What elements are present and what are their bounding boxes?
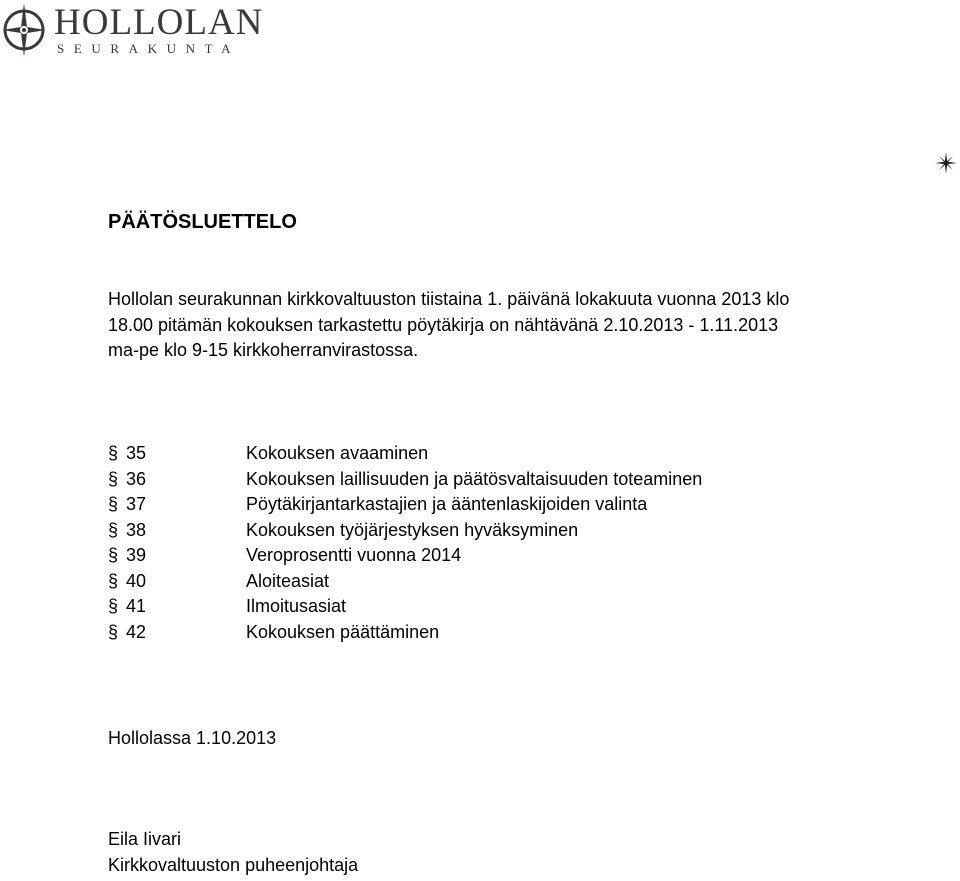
section-symbol: § bbox=[108, 545, 119, 565]
item-label: Ilmoitusasiat bbox=[246, 596, 347, 616]
intro-line: ma-pe klo 9-15 kirkkoherranvirastossa. bbox=[108, 340, 419, 360]
sparkle-star-icon bbox=[935, 152, 957, 174]
item-number: 38 bbox=[126, 519, 147, 540]
compass-cross-icon bbox=[1, 2, 47, 58]
item-label: Aloiteasiat bbox=[246, 570, 330, 591]
intro-line: Hollolan seurakunnan kirkkovaltuuston tiistaina 1. päivänä lokakuuta vuonna 2013 klo bbox=[108, 289, 790, 309]
section-symbol: § bbox=[108, 570, 119, 591]
item-label: Kokouksen päättäminen bbox=[246, 621, 440, 642]
item-number: 35 bbox=[126, 443, 147, 463]
item-number: 40 bbox=[126, 570, 147, 591]
logo-subtitle: SEURAKUNTA bbox=[57, 41, 241, 56]
item-number: 39 bbox=[126, 545, 147, 565]
item-number: 42 bbox=[126, 621, 147, 642]
page-title: PÄÄTÖSLUETTELO bbox=[108, 211, 297, 233]
section-symbol: § bbox=[108, 468, 119, 489]
item-label: Kokouksen avaaminen bbox=[246, 443, 429, 463]
signer-name: Eila Iivari bbox=[108, 829, 182, 849]
item-number: 36 bbox=[126, 468, 147, 489]
logo bbox=[0, 0, 280, 60]
section-symbol: § bbox=[108, 621, 119, 642]
section-symbol: § bbox=[108, 596, 119, 616]
item-number: 41 bbox=[126, 596, 147, 616]
intro-line: 18.00 pitämän kokouksen tarkastettu pöytäkirja on nähtävänä 2.10.2013 - 1.11.2013 bbox=[108, 314, 779, 335]
signer-role: Kirkkovaltuuston puheenjohtaja bbox=[108, 855, 359, 875]
item-label: Pöytäkirjantarkastajien ja ääntenlaskijoiden valinta bbox=[246, 494, 648, 514]
item-label: Kokouksen työjärjestyksen hyväksyminen bbox=[246, 519, 579, 540]
item-label: Kokouksen laillisuuden ja päätösvaltaisuuden toteaminen bbox=[246, 468, 703, 489]
section-symbol: § bbox=[108, 443, 119, 463]
item-label: Veroprosentti vuonna 2014 bbox=[246, 545, 462, 565]
logo-name: HOLLOLAN bbox=[54, 2, 264, 43]
section-symbol: § bbox=[108, 519, 119, 540]
section-symbol: § bbox=[108, 494, 119, 514]
item-number: 37 bbox=[126, 494, 147, 514]
intro-paragraph bbox=[108, 287, 958, 364]
place-and-date: Hollolassa 1.10.2013 bbox=[108, 728, 277, 748]
